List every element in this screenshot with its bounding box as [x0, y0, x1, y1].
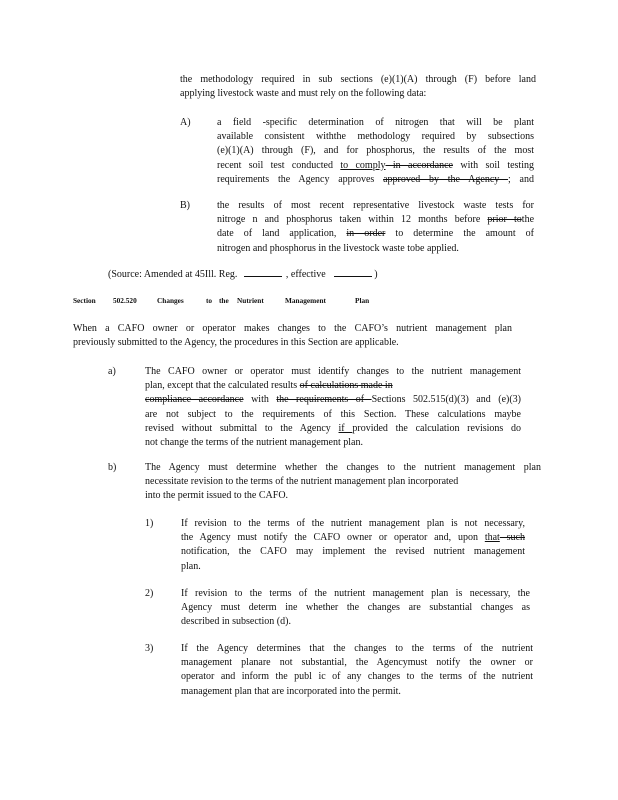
text-line: described in subsection (d). [181, 616, 291, 628]
text-run: the [521, 214, 535, 226]
deleted-text: of calculations [299, 380, 359, 392]
text-line: (e)(1)(A) through (F), and for phosphorus, the results of the most [217, 145, 534, 157]
text-line: are not subject to the requirements of this Section. These calculations maybe [145, 408, 521, 420]
text-line: management planare not substantial, the Agencymust notify the owner or [181, 657, 533, 669]
item-a-text [145, 365, 521, 450]
text-line [181, 531, 525, 545]
section-heading-word: Plan [355, 296, 370, 305]
item-label-A: A) [180, 117, 191, 128]
item-label-b: b) [108, 462, 117, 473]
text-line: operator and inform the publ ic of any changes to the terms of the nutrient [181, 671, 533, 683]
source-note [108, 267, 428, 282]
text-run: to determine the amount of [385, 228, 534, 240]
text-line: applying livestock waste and must rely on the following data: [180, 88, 427, 100]
item-2-text [181, 587, 530, 630]
effective-date-blank [334, 267, 372, 277]
section-number: 502.520 [113, 296, 137, 305]
text-line: plan. [181, 560, 201, 572]
item-label-1: 1) [145, 518, 154, 529]
register-volume-blank [244, 267, 282, 277]
section-heading-word: Section [73, 296, 96, 305]
text-line [145, 422, 521, 436]
text-run: with [243, 394, 277, 406]
text-run: nitroge n and phosphorus taken within 12 months before [217, 214, 488, 226]
text-run: revised without submittal to the Agency [145, 422, 339, 434]
text-line: management plan that are incorporated into the permit. [181, 685, 401, 697]
item-B-text [217, 199, 534, 256]
source-text: (Source: Amended at 45Ill. Reg. [108, 269, 238, 280]
text-line [217, 227, 534, 241]
text-line: Agency must determ ine whether the changes are substantial changes as [181, 602, 530, 614]
text-line: the methodology required in sub sections (e)(1)(A) through (F) before land [180, 74, 536, 85]
text-run: with soil testing [452, 159, 534, 171]
text-line: the results of most recent representative livestock waste tests for [217, 200, 534, 211]
section-heading-word: Management [285, 296, 326, 305]
inserted-text: to comply [340, 159, 386, 171]
deleted-text: such [499, 532, 525, 544]
text-line: necessitate revision to the terms of the nutrient management plan incorporated [145, 476, 459, 488]
item-label-a: a) [108, 366, 116, 377]
text-run: recent soil test conducted [217, 159, 341, 171]
item-A-text [217, 116, 534, 187]
text-line: notification, the CAFO may implement the revised nutrient management [181, 546, 525, 558]
item-label-3: 3) [145, 643, 154, 654]
section-heading-word: to [206, 296, 213, 305]
text-line: not change the terms of the nutrient management plan. [145, 437, 363, 449]
text-line [145, 393, 521, 407]
text-line [145, 379, 521, 393]
text-line: If revision to the terms of the nutrient management plan is not necessary, [181, 518, 525, 529]
item-label-2: 2) [145, 588, 154, 599]
text-run: Sections 502.515(d)(3) and (e)(3) [371, 394, 521, 406]
deleted-text: approved by the Agency [383, 173, 509, 185]
inserted-text: if [338, 422, 353, 434]
text-line: The Agency must determine whether the changes to the nutrient management plan [145, 462, 541, 473]
text-line [217, 173, 534, 187]
deleted-text: made in [358, 380, 393, 392]
text-run: provided the calculation revisions do [352, 422, 522, 434]
text-run: requirements the Agency approves [217, 173, 384, 185]
text-line: If the Agency determines that the changes to the terms of the nutrient [181, 643, 533, 654]
item-b-text [145, 461, 541, 504]
item-1-text [181, 517, 525, 574]
text-line: available consistent withthe methodology required by subsections [217, 131, 534, 143]
item-label-B: B) [180, 200, 190, 211]
deleted-text: compliance accordance [145, 394, 244, 406]
text-run: ; and [508, 173, 534, 185]
source-text: ) [374, 269, 378, 280]
text-line: When a CAFO owner or operator makes changes to the CAFO’s nutrient management plan [73, 323, 512, 334]
section-intro-paragraph [73, 322, 512, 350]
text-line: nitrogen and phosphorus in the livestock waste tobe applied. [217, 242, 459, 254]
text-line: a field -specific determination of nitrogen that will be plant [217, 117, 534, 128]
text-run: date of land application, [217, 228, 347, 240]
text-line [217, 213, 534, 227]
section-heading-word: Changes [157, 296, 184, 305]
inserted-text: that [484, 532, 500, 544]
text-line: If revision to the terms of the nutrient management plan is necessary, the [181, 588, 530, 599]
source-text: , effective [285, 269, 326, 280]
text-run: plan, except that the calculated results [145, 380, 300, 392]
deleted-text: in accordance [385, 159, 453, 171]
section-heading-word: the [219, 296, 229, 305]
text-line: into the permit issued to the CAFO. [145, 490, 289, 502]
section-heading-word: Nutrient [237, 296, 264, 305]
intro-paragraph [180, 73, 536, 101]
text-line: The CAFO owner or operator must identify changes to the nutrient management [145, 366, 521, 377]
item-3-text [181, 642, 533, 699]
text-run: the Agency must notify the CAFO owner or operator and, upon [181, 532, 485, 544]
deleted-text: in order [346, 228, 386, 240]
text-line: previously submitted to the Agency, the procedures in this Section are applicable. [73, 337, 399, 349]
text-line [217, 159, 534, 173]
deleted-text: prior to [487, 214, 522, 226]
deleted-text: the requirements of [276, 394, 372, 406]
